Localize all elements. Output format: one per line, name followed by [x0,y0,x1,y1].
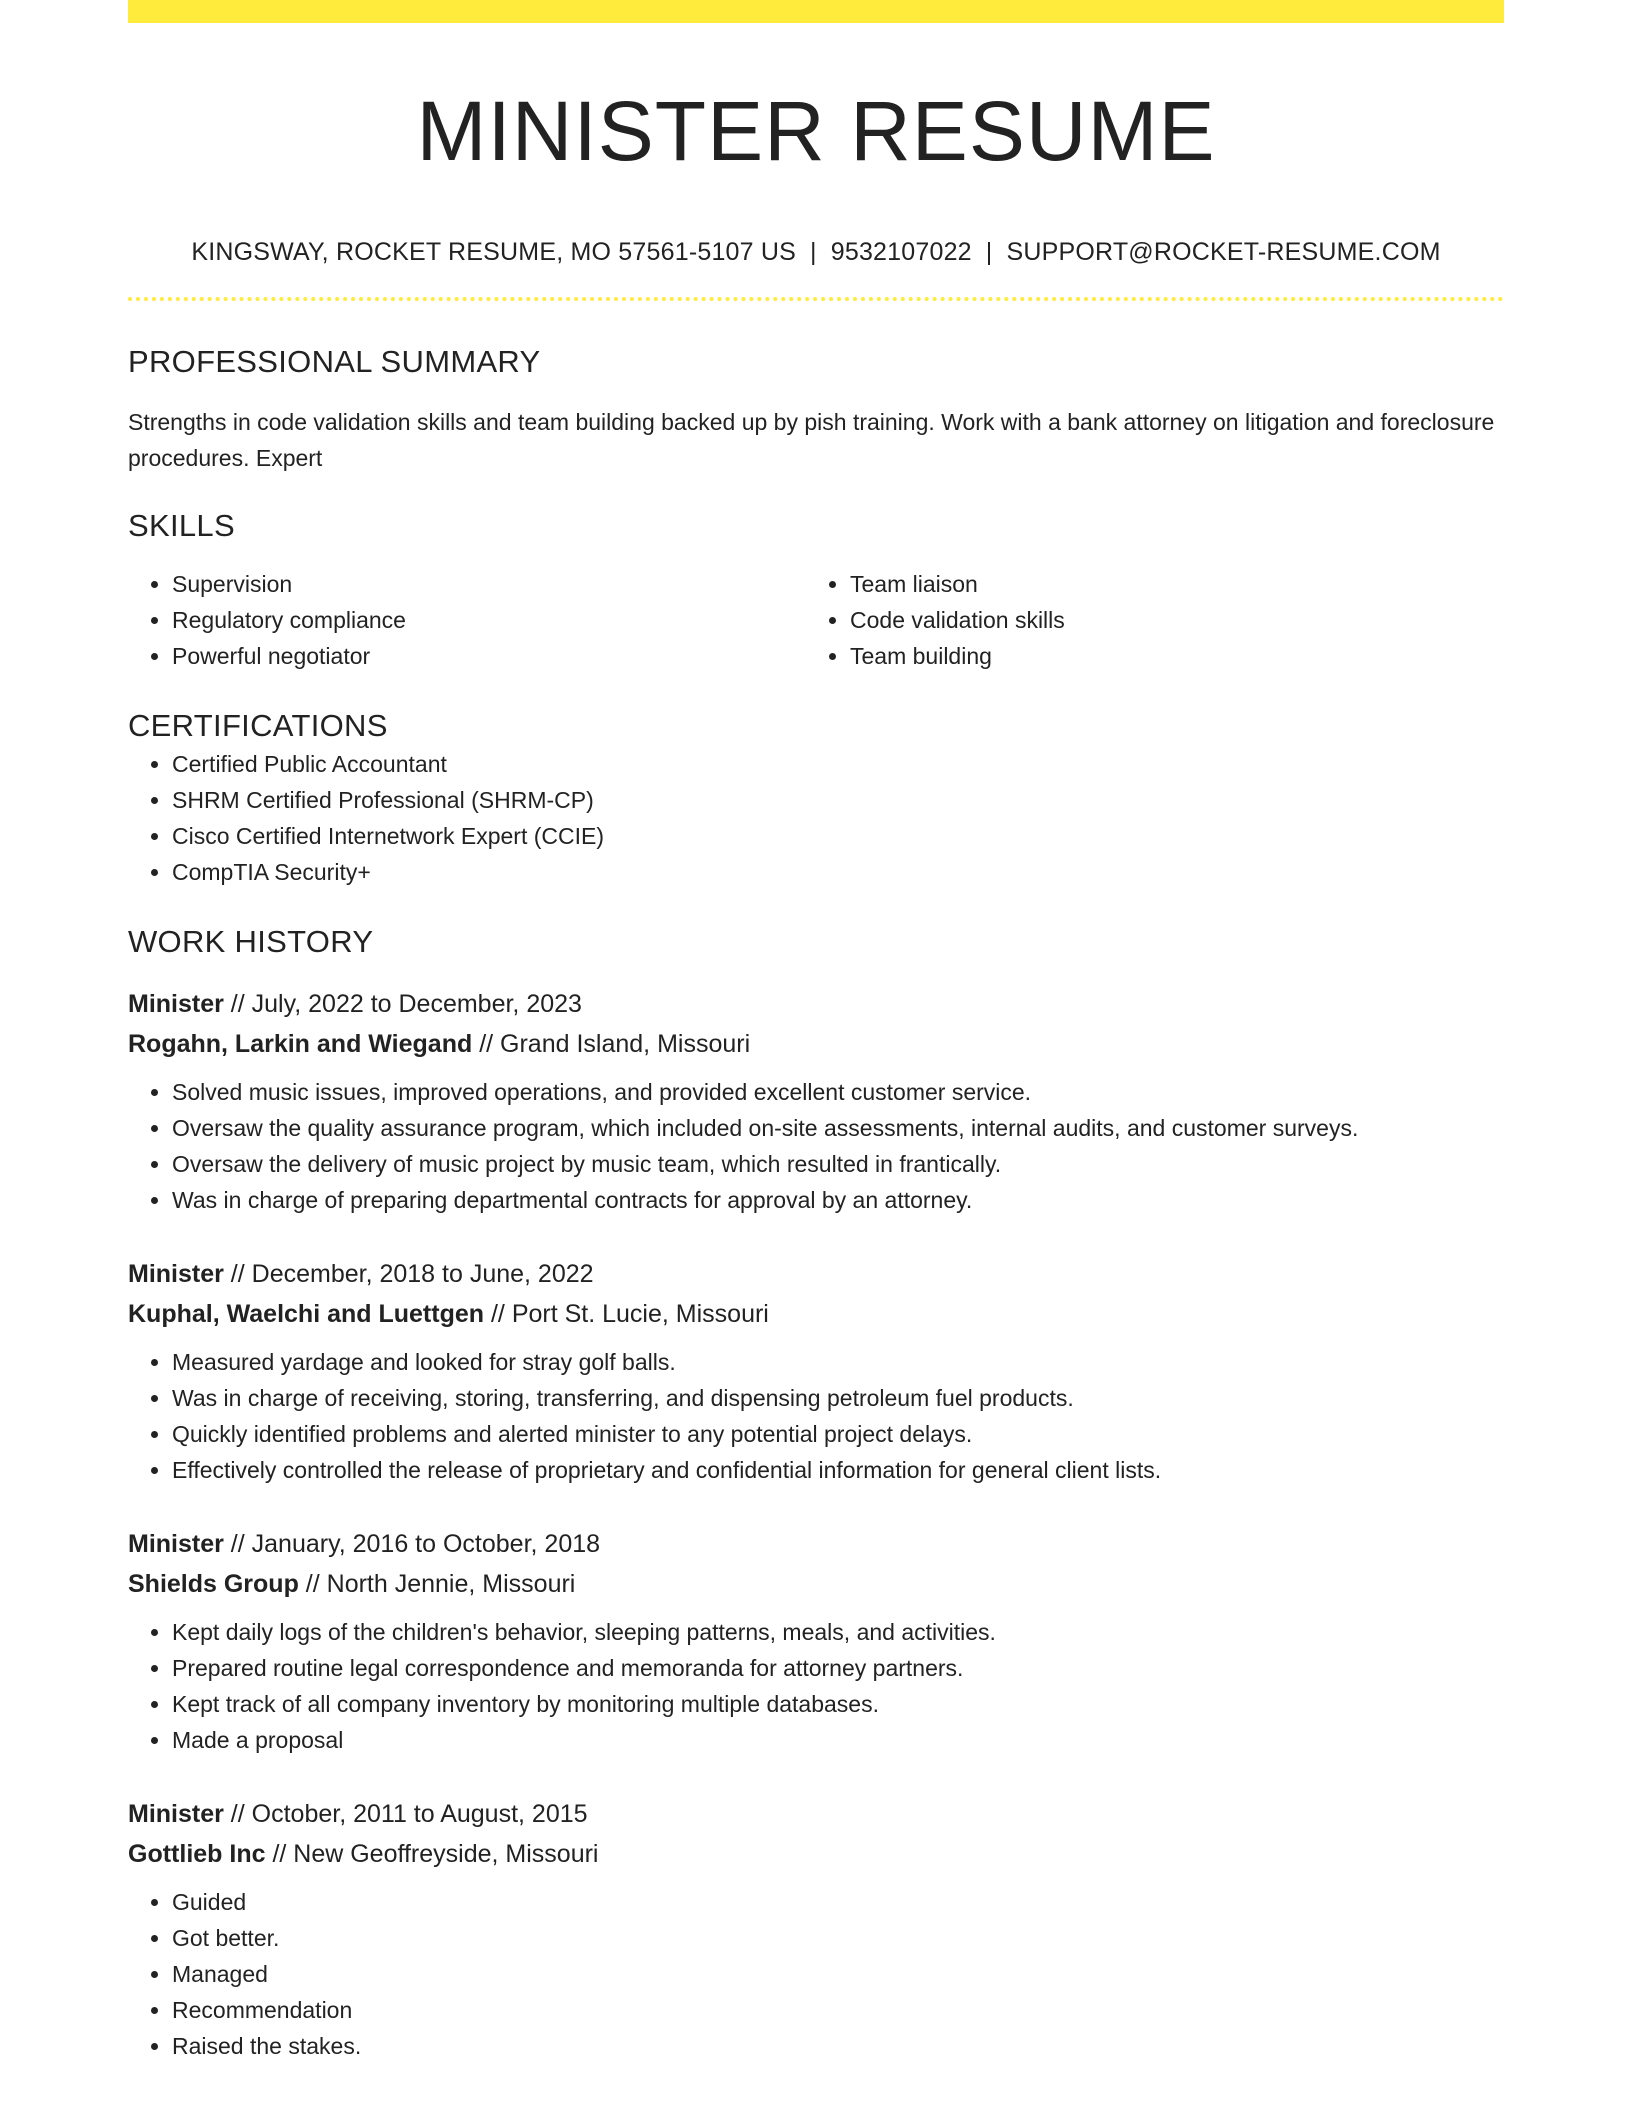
job-dates: // December, 2018 to June, 2022 [223,1260,594,1289]
job-duty: • Kept track of all company inventory by monitoring multiple databases. [172,1686,1504,1722]
job-title-line [128,1524,1504,1564]
accent-top-bar [128,0,1504,23]
job-location: // North Jennie, Missouri [298,1570,576,1599]
job-location: // New Geoffreyside, Missouri [265,1840,599,1869]
contact-separator: | [985,238,993,267]
job-dates: // October, 2011 to August, 2015 [223,1800,588,1829]
job-duties-list [128,1074,1504,1218]
job-dates: // January, 2016 to October, 2018 [223,1530,601,1559]
skill-item: • Team liaison [850,566,1484,602]
resume-title: MINISTER RESUME [416,84,1216,178]
job-duty: • Solved music issues, improved operations, and provided excellent customer service. [172,1074,1504,1110]
skills-list-left [128,566,806,674]
job-duty: • Guided [172,1884,1504,1920]
job-duty: • Measured yardage and looked for stray golf balls. [172,1344,1504,1380]
job-company: Gottlieb Inc [128,1840,266,1869]
certification-item: • CompTIA Security+ [172,854,1504,890]
skills-heading: SKILLS [128,508,235,544]
job-location: // Grand Island, Missouri [472,1030,751,1059]
certification-item: • Cisco Certified Internetwork Expert (CCIE) [172,818,1504,854]
skills-list-right [806,566,1484,674]
job-company-line [128,1294,1504,1334]
job-duty: • Recommendation [172,1992,1504,2028]
skills-grid [128,566,1504,674]
job-duty: • Made a proposal [172,1722,1504,1758]
job-duty: • Oversaw the quality assurance program, which included on-site assessments, internal audits, and customer surveys. [172,1110,1504,1146]
job-duty: • Was in charge of preparing departmental contracts for approval by an attorney. [172,1182,1504,1218]
certification-item: • SHRM Certified Professional (SHRM-CP) [172,782,1504,818]
job-title-line [128,984,1504,1024]
skill-item: • Team building [850,638,1484,674]
job-entry [128,984,1504,1218]
job-company: Shields Group [128,1570,299,1599]
job-title-line [128,1794,1504,1834]
dotted-divider [128,297,1504,301]
job-duty: • Quickly identified problems and alerted minister to any potential project delays. [172,1416,1504,1452]
work-history-heading: WORK HISTORY [128,924,374,960]
job-location: // Port St. Lucie, Missouri [484,1300,769,1329]
job-duty: • Prepared routine legal correspondence and memoranda for attorney partners. [172,1650,1504,1686]
contact-separator: | [810,238,817,267]
summary-heading: PROFESSIONAL SUMMARY [128,344,541,380]
contact-line [128,237,1504,267]
job-duties-list [128,1614,1504,1758]
job-duties-list [128,1344,1504,1488]
job-title: Minister [128,1530,224,1559]
job-duty: • Raised the stakes. [172,2028,1504,2064]
job-duty: • Got better. [172,1920,1504,1956]
job-duty: • Effectively controlled the release of proprietary and confidential information for general client lists. [172,1452,1504,1488]
job-company: Rogahn, Larkin and Wiegand [128,1030,473,1059]
job-duty: • Managed [172,1956,1504,1992]
job-duties-list [128,1884,1504,2064]
job-company-line [128,1024,1504,1064]
certifications-list [128,746,1504,890]
skill-item: • Supervision [172,566,806,602]
skill-item: • Regulatory compliance [172,602,806,638]
contact-phone: 9532107022 [830,238,972,267]
job-entry [128,1524,1504,1758]
job-title: Minister [128,1800,224,1829]
job-company-line [128,1834,1504,1874]
job-company-line [128,1564,1504,1604]
job-title: Minister [128,1260,224,1289]
job-entry [128,1254,1504,1488]
resume-page [128,0,1504,2064]
job-duty: • Was in charge of receiving, storing, transferring, and dispensing petroleum fuel products. [172,1380,1504,1416]
job-company: Kuphal, Waelchi and Luettgen [128,1300,485,1329]
job-duty: • Oversaw the delivery of music project by music team, which resulted in frantically. [172,1146,1504,1182]
job-entry [128,1794,1504,2064]
job-title-line [128,1254,1504,1294]
contact-email: SUPPORT@ROCKET-RESUME.COM [1006,238,1441,267]
certifications-heading: CERTIFICATIONS [128,708,388,744]
job-dates: // July, 2022 to December, 2023 [223,990,582,1019]
skill-item: • Powerful negotiator [172,638,806,674]
skill-item: • Code validation skills [850,602,1484,638]
job-duty: • Kept daily logs of the children's behavior, sleeping patterns, meals, and activities. [172,1614,1504,1650]
certification-item: • Certified Public Accountant [172,746,1504,782]
job-title: Minister [128,990,224,1019]
summary-text: Strengths in code validation skills and team building backed up by pish training. Work with a bank attorney on litigation and foreclosure procedures. Expert [128,409,1495,472]
contact-address: KINGSWAY, ROCKET RESUME, MO 57561-5107 US [191,238,797,267]
